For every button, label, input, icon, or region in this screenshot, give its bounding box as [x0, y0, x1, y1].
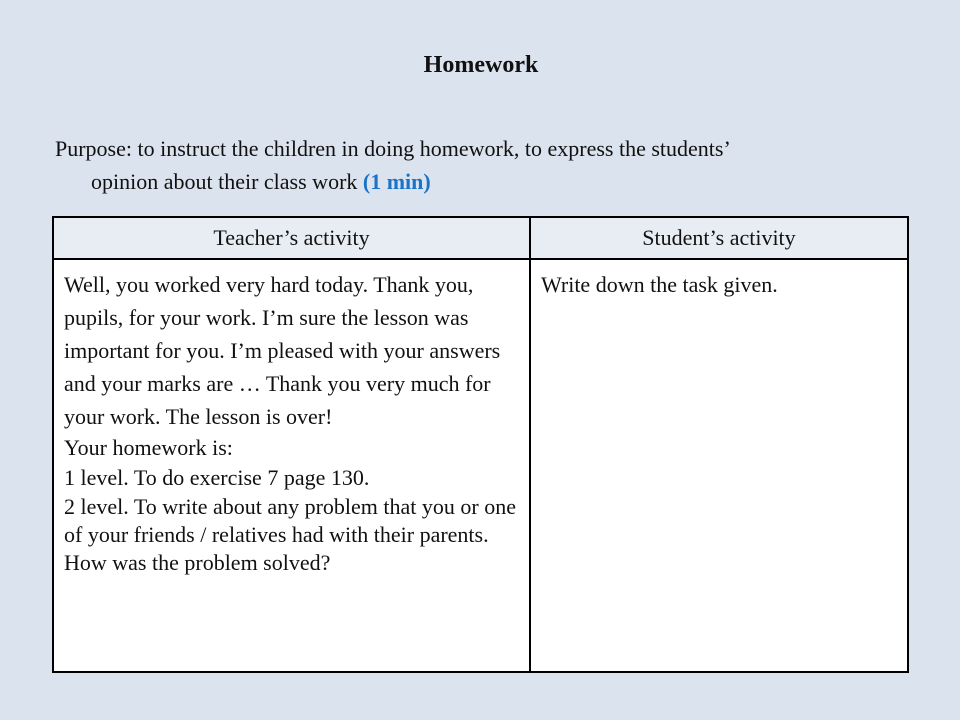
purpose-text [55, 132, 915, 198]
student-activity-cell [530, 259, 908, 672]
purpose-duration: (1 min) [362, 169, 431, 194]
purpose-line-2 [55, 165, 915, 198]
slide-title: Homework [423, 52, 539, 78]
teacher-activity-header: Teacher’s activity [53, 217, 530, 259]
table-header-row [53, 217, 908, 259]
activity-table [52, 216, 909, 673]
purpose-line-2-text: opinion about their class work [91, 169, 358, 194]
student-activity-header: Student’s activity [530, 217, 908, 259]
purpose-line-1: Purpose: to instruct the children in doing homework, to express the students’ [55, 136, 731, 161]
homework-level-2: 2 level. To write about any problem that you or one of your friends / relatives had with their parents. How was the problem solved? [64, 494, 516, 575]
homework-intro: Your homework is: [64, 435, 233, 460]
table-row [53, 259, 908, 672]
teacher-activity-text [54, 260, 529, 577]
student-activity-text: Write down the task given. [541, 272, 778, 297]
homework-level-1: 1 level. To do exercise 7 page 130. [64, 465, 370, 490]
teacher-activity-cell [53, 259, 530, 672]
teacher-paragraph: Well, you worked very hard today. Thank you, pupils, for your work. I’m sure the lesson was important for you. I’m pleased with your answers and your marks are … Thank you very much for your work. The lesson is over! [64, 272, 501, 429]
